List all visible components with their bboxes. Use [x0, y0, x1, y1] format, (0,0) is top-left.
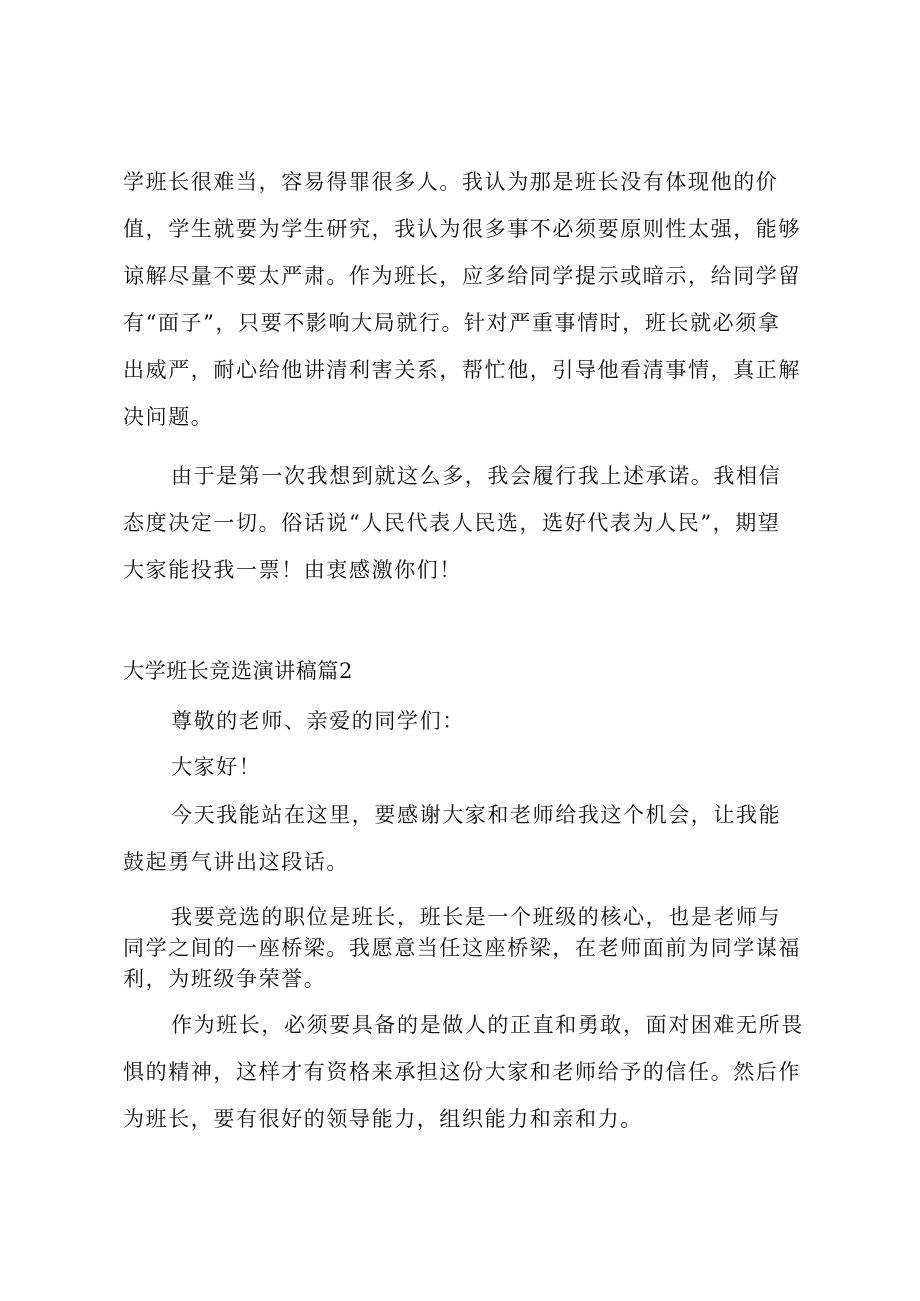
- paragraph-line: 利，为班级争荣誉。: [123, 967, 327, 991]
- paragraph-1: [123, 170, 823, 429]
- paragraph-line: 态度决定一切。俗话说“人民代表人民选，选好代表为人民”，期望: [123, 511, 781, 535]
- paragraph-line: 决问题。: [123, 405, 214, 429]
- salutation-line: 尊敬的老师、亲爱的同学们：: [171, 709, 465, 733]
- paragraph-line: 惧的精神，这样才有资格来承担这份大家和老师给予的信任。然后作: [123, 1060, 801, 1084]
- paragraph-line: 由于是第一次我想到就这么多，我会履行我上述承诺。我相信: [171, 464, 782, 488]
- paragraph-line: 值，学生就要为学生研究，我认为很多事不必须要原则性太强，能够: [123, 217, 801, 241]
- section-heading: 大学班长竞选演讲稿篇2: [123, 659, 353, 683]
- paragraph-line: 为班长，要有很好的领导能力，组织能力和亲和力。: [123, 1107, 643, 1131]
- paragraph-line: 鼓起勇气讲出这段话。: [123, 850, 349, 874]
- paragraph-line: 谅解尽量不要太严肃。作为班长，应多给同学提示或暗示，给同学留: [123, 264, 801, 288]
- paragraph-line: 作为班长，必须要具备的是做人的正直和勇敢，面对困难无所畏: [171, 1013, 804, 1037]
- paragraph-line: 我要竞选的职位是班长，班长是一个班级的核心，也是老师与: [171, 905, 782, 929]
- paragraph-3: [123, 803, 823, 874]
- paragraph-line: 有“面子”，只要不影响大局就行。针对严重事情时，班长就必须拿: [123, 311, 781, 335]
- paragraph-line: 同学之间的一座桥梁。我愿意当任这座桥梁，在老师面前为同学谋福: [123, 936, 801, 960]
- paragraph-5: [123, 1013, 823, 1131]
- greeting-line: 大家好！: [171, 755, 262, 779]
- salutation: [123, 709, 823, 733]
- paragraph-line: 今天我能站在这里，要感谢大家和老师给我这个机会，让我能: [171, 803, 782, 827]
- paragraph-2: [123, 464, 823, 582]
- paragraph-line: 大家能投我一票！由衷感激你们！: [123, 558, 462, 582]
- paragraph-line: 出威严，耐心给他讲清利害关系，帮忙他，引导他看清事情，真正解: [123, 358, 801, 382]
- paragraph-4: [123, 905, 823, 991]
- greeting: [123, 755, 823, 779]
- paragraph-line: 学班长很难当，容易得罪很多人。我认为那是班长没有体现他的价: [123, 170, 779, 194]
